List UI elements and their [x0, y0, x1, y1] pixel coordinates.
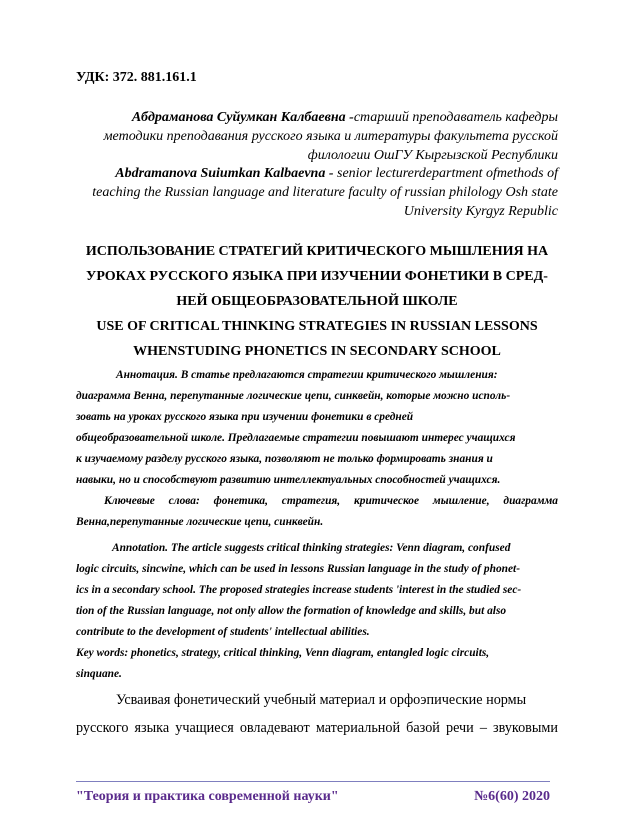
author-en-affiliation-line: teaching the Russian language and literature faculty of russian philology Osh state [92, 185, 558, 200]
abstract-ru-line: зовать на уроках русского языка при изучении фонетики в средней [76, 411, 414, 423]
abstract-ru-line: общеобразовательной школе. Предлагаемые стратегии повышают интерес учащихся [76, 432, 516, 444]
abstract-en-line: ics in a secondary school. The proposed strategies increase students 'interest in the studied sec- [76, 584, 522, 596]
keywords-en [76, 643, 558, 685]
body-line: Усваивая фонетический учебный материал и орфоэпические нормы [116, 692, 527, 708]
abstract-ru-line: навыки, но и способствуют развитию интеллектуальных способностей учащихся. [76, 474, 501, 486]
body-line: русского языка учащиеся овладевают материальной базой речи – звуковыми [76, 720, 558, 736]
author-ru-affiliation-line: старший преподаватель кафедры [353, 110, 558, 125]
title-ru-line: ИСПОЛЬЗОВАНИЕ СТРАТЕГИЙ КРИТИЧЕСКОГО МЫШЛЕНИЯ НА [85, 244, 549, 259]
body-paragraph [76, 686, 558, 742]
author-ru [68, 108, 558, 165]
abstract-en-line: tion of the Russian language, not only allow the formation of knowledge and skills, but also [76, 605, 507, 617]
udk-code: УДК: 372. 881.161.1 [76, 70, 197, 85]
author-ru-name: Абдраманова Суйумкан Калбаевна - [131, 110, 354, 125]
author-en-affiliation-line: senior lecturerdepartment ofmethods of [333, 166, 558, 181]
keywords-ru-line: Ключевые слова: фонетика, стратегия, критическое мышление, диаграмма [104, 495, 558, 507]
keywords-ru-line: Венна,перепутанные логические цепи, синквейн. [76, 516, 324, 528]
abstract-ru-line: диаграмма Венна, перепутанные логические цепи, синквейн, которые можно исполь- [76, 390, 511, 402]
title-ru-line: УРОКАХ РУССКОГО ЯЗЫКА ПРИ ИЗУЧЕНИИ ФОНЕТИКИ В СРЕД- [86, 269, 548, 284]
keywords-en-line: Key words: phonetics, strategy, critical thinking, Venn diagram, entangled logic circuits, [76, 647, 490, 659]
title-en [76, 314, 558, 364]
footer-journal: "Теория и практика современной науки" [76, 789, 339, 804]
author-en-affiliation-line: University Kyrgyz Republic [403, 204, 558, 219]
abstract-en-line: contribute to the development of students' intellectual abilities. [76, 626, 370, 638]
title-ru-line: НЕЙ ОБЩЕОБРАЗОВАТЕЛЬНОЙ ШКОЛЕ [176, 294, 458, 309]
abstract-ru [76, 365, 558, 491]
title-en-line: WHENSTUDING PHONETICS IN SECONDARY SCHOOL [133, 344, 501, 359]
title-en-line: USE OF CRITICAL THINKING STRATEGIES IN RUSSIAN LESSONS [96, 319, 538, 334]
keywords-ru [76, 491, 558, 533]
footer-issue: №6(60) 2020 [474, 789, 550, 804]
abstract-ru-line: Аннотация. В статье предлагаются стратегии критического мышления: [116, 369, 498, 381]
abstract-en-line: logic circuits, sincwine, which can be used in lessons Russian language in the study of phonet- [76, 563, 520, 575]
author-en-name: Abdramanova Suiumkan Kalbaevna - [115, 166, 334, 181]
keywords-en-line: sinquane. [76, 668, 122, 680]
author-ru-affiliation-line: филологии ОшГУ Кыргызской Республики [307, 148, 558, 163]
title-ru [76, 239, 558, 314]
abstract-en-line: Annotation. The article suggests critical thinking strategies: Venn diagram, confused [112, 542, 511, 554]
abstract-ru-line: к изучаемому разделу русского языка, позволяют не только формировать знания и [76, 453, 493, 465]
author-ru-affiliation-line: методики преподавания русского языка и литературы факультета русской [103, 129, 558, 144]
footer-rule [76, 781, 550, 782]
author-en [68, 164, 558, 221]
abstract-en [76, 538, 558, 643]
